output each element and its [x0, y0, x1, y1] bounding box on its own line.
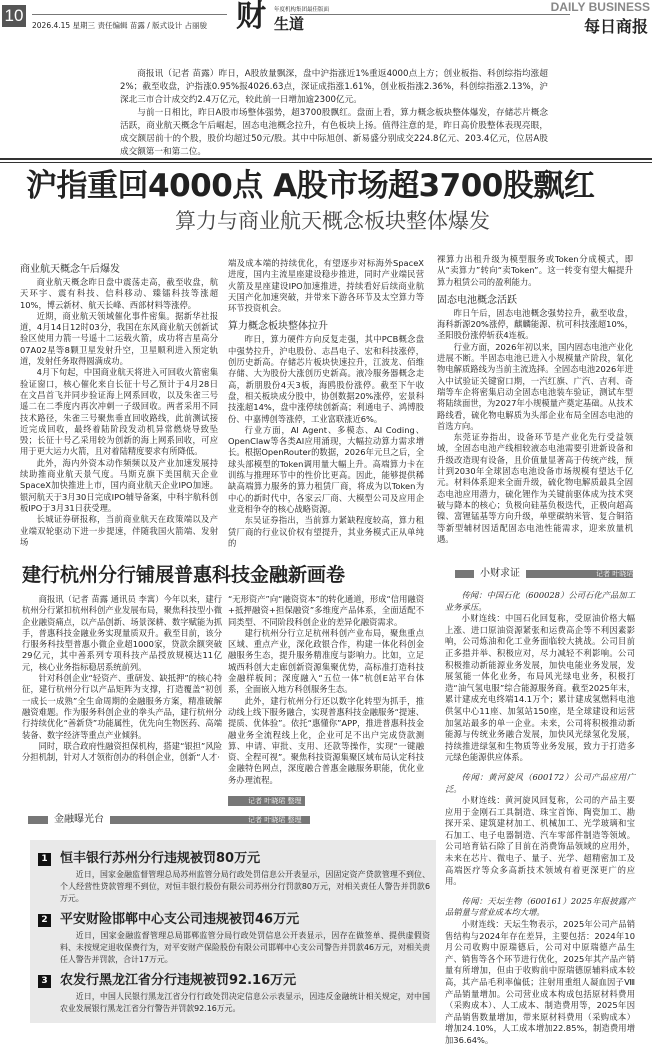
- paragraph: 近期，商业航天领域催化事件密集。据新华社报道，4月14日12时03分，我国在东风商业航天创新试验区使用力箭一号遥十二运载火箭，成功将吉星高分07A02星等8颗卫星发射升空，卫星顺利进入预定轨道，发射任务取得圆满成功。: [20, 310, 218, 367]
- subheading: 商业航天概念午后爆发: [20, 264, 120, 275]
- dateline: 2026.4.15 星期三 责任编辑 苗露 / 版式设计 占丽骏: [32, 21, 208, 30]
- item-body: 近日，国家金融监督管理总局苏州监管分局行政处罚信息公开表显示，因固定资产贷款管理不到位、个人经营性贷款管理不到位，对恒丰银行股份有限公司苏州分行罚款80万元，对相关责任人警告并罚款6万元。: [60, 870, 430, 903]
- paragraph: 4月下旬起，中国商业航天将进入可回收火箭密集验证窗口，核心催化来自长征十号乙预计于4月28日在文昌首飞并同步验证海上网系回收，以及朱雀三号遥二在二季度内再次冲刺一子级回收。两者采用不同技术路径，朱雀三号聚焦垂直回收路线，此前测试接近完成回收，最终着陆阶段发动机异常燃烧导致坠毁；长征十号乙采用较为创新的海上网系回收，可应用于更大运力火箭，且对着陆精度要求有所降低。: [20, 367, 218, 457]
- paragraph: “无形资产”向“融资资本”的转化通道，形成“信用融资+抵押融资+担保融资”多维度产品体系，全面适配不同类型、不同阶段科创企业的差异化融资需求。: [228, 594, 424, 627]
- paragraph: 建行杭州分行立足杭州科创产业布局，聚焦重点区域、重点产业，深化政银合作，构建一体化科创金融服务生态，提升服务精准度与影响力。比如，立足城西科创大走廊创新资源集聚优势，高标准打造科技金融样板间；深度融入“五位一体”杭创E站平台体系，全面嵌入地方科创服务生态。: [228, 627, 424, 695]
- verify-item: [445, 772, 635, 888]
- paragraph: 商报讯（记者 苗露 通讯员 李寓）今年以来，建行杭州分行紧扣杭州科创产业发展布局，聚焦科技型小微企业融资痛点，以产品创新、场景深耕、数字赋能为抓手，普惠科技金融业务实现量质双升。截至目前，该分行服务科技型普惠小微企业超1000家，贷款余额突破29亿元，其中善系列专项科技产品授放规模达11亿元，核心业务指标稳居系统前列。: [22, 594, 222, 672]
- divider: [0, 158, 652, 160]
- rumor-text: 传闻：黄河旋风（600172）公司产品应用广泛。: [445, 771, 635, 794]
- item-title: 恒丰银行苏州分行违规被罚80万元: [60, 851, 261, 866]
- verify-item: [445, 590, 635, 764]
- header-divider: [290, 14, 570, 15]
- article1-column-1: [20, 262, 218, 548]
- article2-column-2: [228, 594, 424, 806]
- exposure-section-label: 金融曝光台: [48, 814, 110, 826]
- item-body: 近日，中国人民银行黑龙江省分行行政处罚决定信息公示表显示，因违反金融统计相关规定，对中国农业发展银行黑龙江省分行警告并罚款92.16万元。: [60, 992, 430, 1013]
- paragraph: 同时，联合政府性融资担保机构，搭建“银担”风险分担机制，针对人才领衔创办的科创企业，创新“人才·: [22, 740, 222, 763]
- paragraph: 针对科创企业“轻资产、重研发、缺抵押”的核心特征，建行杭州分行以产品矩阵为支撑，打造覆盖“初创一成长一成熟”全生命周期的金融服务方案，精准破解融资难题。作为服务科创企业的拳头产品，建行杭州分行持续优化“善新贷”功能属性，优先向生物医药、高端装备、数字经济等重点产业倾斜。: [22, 673, 222, 740]
- paragraph: 端及成本端的持续优化，有望逐步对标海外SpaceX进度，国内主流星座建设稳步推进，同时产业端民营火箭及星座建设IPO加速推进，持续看好后续商业航天国产化加速突破，并带来下游各环节及太空算力等环节投资机会。: [228, 258, 424, 314]
- item-number: 2: [38, 914, 51, 927]
- main-subheadline: 算力与商业航天概念板块整体爆发: [175, 209, 490, 233]
- lead-paragraph: 商报讯（记者 苗露）昨日，A股放量飘深，盘中沪指涨近1%重返4000点上方；创业板指、科创综指均涨超2%；截至收盘，沪指涨0.95%报4026.63点，深证成指涨1.61%，创业板指涨2.36%，科创综指涨2.13%，沪深北三市合计成交约2.4万亿元，较此前一日增加逾2300亿元。: [120, 69, 548, 105]
- verify-section-label: 小财求证: [474, 568, 526, 580]
- paragraph: 长城证券研报称，当前商业航天在政策端以及产业端双轮驱动下进一步提速，伴随我国火箭端、发射场: [20, 514, 218, 547]
- rumor-text: 传闻：中国石化（600028）公司石化产品加工业务承压。: [445, 590, 635, 612]
- lead-paragraphs: [120, 68, 548, 159]
- article1-column-3: [437, 254, 633, 545]
- answer-text: 小财连线：中国石化回复称，受原油价格大幅上涨、进口原油资源紧张和运费高企等不利因素影响，公司炼油和化工业务面临较大挑战。公司目前正多措并举、积极应对，尽力减轻不利影响。公司积极推动新能源业务发展，加快电能业务发展，发展氢能一体化业务，布局风光绿电业务，积极打造“油气氢电服”综合能源服务商。截至2025年末，累计建成充电终端14.1万个；累计建成氢燃料电池供氢中心11座、加氢站150座，是全球建设和运营加氢站最多的单一企业。未来，公司将积极推动新能源与传统业务融合发展，加快风光绿氢化发展，持续推进绿氢和生物质等业务发展，致力于打造多元绿色能源供应体系。: [445, 613, 635, 763]
- paragraph: 此外，建行杭州分行还以数字化转型为抓手，推动线上线下服务融合，实现普惠科技金融服务“提速、提质、优体验”。依托“惠懂你”APP，推进普惠科技金融业务全流程线上化，企业可足不出户完成贷款测算、申请、审批、支用、还款等操作，实现“一键融资、全程可视”。聚焦科技资源集聚区域布局认定科技金融特色网点，深度融合普惠金融服务职能，优化业务办理流程。: [228, 695, 424, 785]
- exposure-byline: 记者 叶晓珺 整理: [248, 816, 302, 824]
- subheading: 算力概念板块整体拉升: [228, 321, 328, 333]
- article2-column-1: [22, 594, 222, 763]
- paragraph: 商业航天概念昨日盘中震荡走高，截至收盘，航天环宇、震有科技、信科移动、臻镭科技等涨超10%，博云新材、航天长峰、西部材料等涨停。: [20, 277, 218, 310]
- main-headline: 沪指重回4000点 A股市场超3700股飘红: [26, 168, 595, 204]
- lead-paragraph: 与前一日相比，昨日A股市场整体强势，超3700股飘红。盘面上看，算力概念板块整体爆发，存储芯片概念活跃，商业航天概念午后崛起，固态电池概念拉升，有色板块上扬。值得注意的是，昨日高价股整体表现亮眼，成交额居前十的个股，股价均超过50元/股。其中中际旭创、新易盛分别成交224.8亿元、203.4亿元，位居A股成交额第一和第二位。: [120, 108, 548, 157]
- masthead-en: DAILY BUSINESS: [550, 0, 650, 14]
- exposure-item: [41, 850, 430, 905]
- section-logo: 财: [236, 0, 266, 34]
- verify-byline: 记者 叶晓珺: [596, 570, 634, 578]
- subheading: 固态电池概念活跃: [437, 294, 517, 306]
- exposure-box: [30, 840, 436, 1023]
- item-number: 3: [38, 975, 51, 988]
- verify-column: [445, 590, 635, 1055]
- award-label: 年度机构集团最佳版面: [274, 7, 330, 13]
- article2-byline: 记者 叶晓珺 整理: [228, 796, 305, 806]
- paragraph: 东莞证券指出，设备环节是产业化先行受益领域，全固态电池产线相较液态电池需要引进新设备和升级改造现有设备，且价值量显著高于传统产线，预计到2030年全球固态电池设备市场规模有望达千亿元。材料体系迎来全面升级，硫化物电解质最具全固态电池应用潜力，硫化锂作为关键前驱体成为技术突破与降本的核心；负极向硅基负极迭代，正极向超高镍、富锂锰基等方向升级，单壁碳纳米管、复合铜箔等新型辅材因适配固态电池性能需求，迎来放量机遇。: [437, 432, 633, 544]
- item-title: 平安财险邯郸中心支公司违规被罚46万元: [60, 912, 300, 927]
- answer-text: 小财连线：黄河旋风回复称，公司的产品主要应用于金刚石工具制造、珠宝首饰、陶瓷加工、勘探开采、建筑建材加工、机械加工、光学玻璃和宝石加工、电子电器制造、汽车零部件制造等领域。公司培育钻石除了目前在消费饰品领域的应用外，未来在芯片、微电子、量子、光学、超精密加工及高端医疗等众多高新技术领域有着更深更广的应用。: [445, 795, 635, 887]
- exposure-item: [41, 911, 430, 966]
- masthead-cn: 每日商报: [583, 17, 648, 36]
- item-number: 1: [38, 853, 51, 866]
- paragraph: 昨日午后，固态电池概念强势拉升，截至收盘，海科新源20%涨停，麒麟能源、杭可科技涨超10%，圣阳股份涨停斩获4连板。: [437, 307, 633, 341]
- paragraph: 东吴证券指出，当前算力紧缺程度较高，算力租赁厂商的行业议价权有望提升，其业务模式正从单纯的: [228, 515, 424, 548]
- header-divider: [32, 14, 227, 15]
- paragraph: 昨日，算力硬件方向反复走强，其中PCB概念盘中强势拉升，沪电股份、志昌电子、宏和科技涨停，创历史新高。存储芯片板块快速拉升，江波龙、佰维存储、大为股份大涨创历史新高。液冷服务器概念走高，新朋股份4天3板，海鸥股份涨停。截至下午收盘，相关板块成分股中，协创数据20%涨停，宏景科技涨超14%，盘中涨停续创新高；利通电子、鸿博股份、中嘉博创等涨停，工业富联涨近6%。: [228, 334, 424, 424]
- exposure-item: [41, 972, 430, 1015]
- paragraph: 行业方面，2026年初以来，国内固态电池产业化进展不断。半固态电池已进入小规模量产阶段，氧化物电解质路线为当前主流选择。全固态电池2026年进入中试验证关键窗口期，一汽红旗、广汽、吉利、奇瑞等车企将密集启动全固态电池装车验证，测试车型将陆续面世，为2027年小规模量产奠定基础。从技术路线看，硫化物电解质为头部企业布局全固态电池的首选方向。: [437, 341, 633, 431]
- page-number: 10: [2, 5, 26, 27]
- paragraph: 裸算力出租升级为模型服务或Token分成模式，即从“卖算力”转向“卖Token”。这一转变有望大幅提升算力租赁公司的盈利能力。: [437, 254, 633, 287]
- divider: [0, 162, 652, 163]
- paragraph: 行业方面，AI Agent、多模态、AI Coding、OpenClaw等各类AI应用涌现，大幅拉动算力需求增长。根据OpenRouter的数据，2026年元旦之后，全球头部模型的Token调用量大幅上升。高端算力卡在训练与推理环节中的性价比更高。因此，能够提供稀缺高端算力服务的算力租赁厂商，将成为以Token为中心的新时代中，各家云厂商、大模型公司及应用企业竞相争夺的核心战略资源。: [228, 424, 424, 514]
- article1-column-2: [228, 258, 424, 549]
- item-title: 农发行黑龙江省分行违规被罚92.16万元: [60, 973, 297, 988]
- section-name: 生道: [274, 15, 305, 33]
- answer-text: 小财连线：天坛生物表示，2025年公司产品销售结构与2024年存在差异，主要包括：2024年10月公司收购中原瑞德后，公司对中原瑞德产品生产、销售等各个环节进行优化，2025年其产品产销量有所增加，但由于收购前中原瑞德原辅料成本较高，其产品毛利率偏低；注射用重组人凝血因子Ⅷ产品销量增加。公司营业成本构成包括原材料费用（采购成本）、人工成本、制造费用等，2025年因产品销售数量增加，带来原材料费用（采购成本）增加24.10%，人工成本增加22.85%，制造费用增加36.64%。: [445, 919, 635, 1045]
- paragraph: 此外，海内外资本动作频频以及产业加速发展持续助推商业航天景气度。马斯克旗下美国航天企业SpaceX加快推进上市，国内商业航天企业IPO加速。银河航天于3月30日完成IPO辅导备案，中科宇航科创板IPO于3月31日获受理。: [20, 457, 218, 513]
- article2-headline: 建行杭州分行铺展普惠科技金融新画卷: [22, 564, 346, 586]
- rumor-text: 传闻：天坛生物（600161）2025年报披露产品销量与营业成本均大增。: [445, 895, 635, 918]
- item-body: 近日，国家金融监督管理总局邯郸监管分局行政处罚信息公开表显示，因存在做签单、提供虚假资料、未按规定退收保费行为，对平安财产保险股份有限公司邯郸中心支公司警告并罚款46万元，对相关责任人警告并罚款，合计17万元。: [60, 931, 430, 964]
